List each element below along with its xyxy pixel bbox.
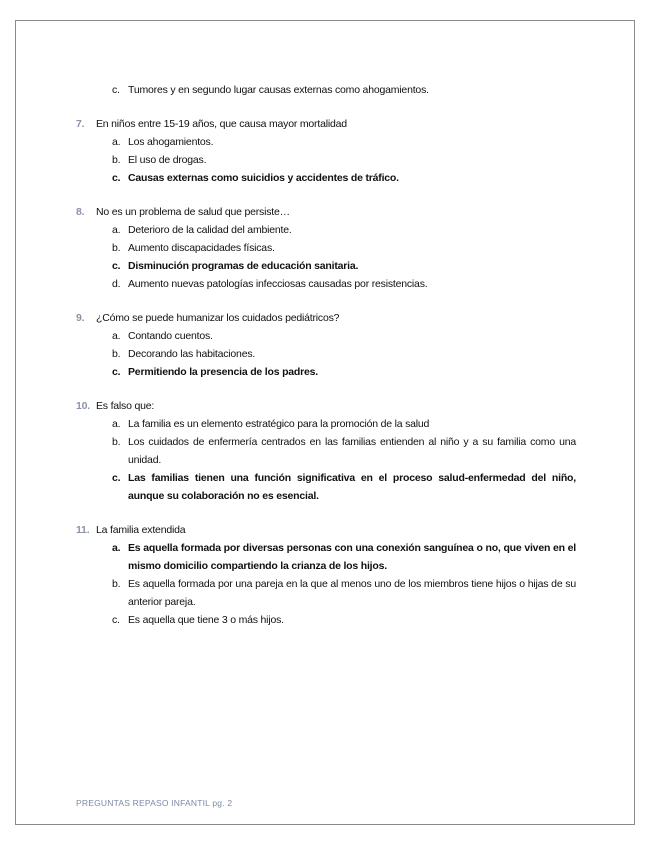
question-7 xyxy=(76,115,576,187)
option-letter: c. xyxy=(112,614,120,626)
option-text: Es aquella formada por diversas personas con una conexión sanguínea o no, que viven en el mismo domicilio compartiendo la crianza de los hijos. xyxy=(128,542,576,572)
question-line xyxy=(76,115,576,133)
option-item-correct xyxy=(76,539,576,575)
question-line xyxy=(76,309,576,327)
page-content xyxy=(76,81,576,645)
option-text: Es aquella formada por una pareja en la que al menos uno de los miembros tiene hijos o hijas de su anterior pareja. xyxy=(128,578,576,608)
question-line xyxy=(76,397,576,415)
question-text: En niños entre 15-19 años, que causa mayor mortalidad xyxy=(96,118,347,130)
question-9 xyxy=(76,309,576,381)
option-text: Los ahogamientos. xyxy=(128,136,214,148)
document-page xyxy=(15,20,635,825)
option-letter: a. xyxy=(112,330,121,342)
option-letter: b. xyxy=(112,578,121,590)
option-letter: a. xyxy=(112,224,121,236)
option-letter: d. xyxy=(112,278,121,290)
option-item-correct xyxy=(76,469,576,505)
question-line xyxy=(76,203,576,221)
option-item xyxy=(76,327,576,345)
option-letter: c. xyxy=(112,260,121,272)
option-item xyxy=(76,221,576,239)
option-item-correct xyxy=(76,257,576,275)
option-item xyxy=(76,611,576,629)
question-text: Es falso que: xyxy=(96,400,155,412)
option-letter: b. xyxy=(112,348,121,360)
option-letter: a. xyxy=(112,418,121,430)
option-item xyxy=(76,575,576,611)
option-text: Permitiendo la presencia de los padres. xyxy=(128,366,319,378)
option-text: Las familias tienen una función significativa en el proceso salud-enfermedad del niño, aunque su colaboración no es esencial. xyxy=(128,472,576,502)
option-item xyxy=(76,133,576,151)
leading-option-block xyxy=(76,81,576,99)
question-number: 11. xyxy=(76,524,90,536)
question-number: 7. xyxy=(76,118,85,130)
option-letter: a. xyxy=(112,136,121,148)
page-footer: PREGUNTAS REPASO INFANTIL pg. 2 xyxy=(76,798,233,808)
option-letter: b. xyxy=(112,436,121,448)
option-item-correct xyxy=(76,169,576,187)
question-number: 8. xyxy=(76,206,85,218)
option-item xyxy=(76,415,576,433)
option-letter: b. xyxy=(112,154,121,166)
question-8 xyxy=(76,203,576,293)
question-text: No es un problema de salud que persiste… xyxy=(96,206,290,218)
option-item xyxy=(76,433,576,469)
option-letter: c. xyxy=(112,366,121,378)
question-number: 9. xyxy=(76,312,85,324)
option-item xyxy=(76,239,576,257)
option-item xyxy=(76,345,576,363)
question-text: La familia extendida xyxy=(96,524,186,536)
question-10 xyxy=(76,397,576,505)
option-text: Aumento nuevas patologías infecciosas causadas por resistencias. xyxy=(128,278,428,290)
question-text: ¿Cómo se puede humanizar los cuidados pediátricos? xyxy=(96,312,340,324)
option-text: Decorando las habitaciones. xyxy=(128,348,256,360)
option-item xyxy=(76,275,576,293)
option-text: Tumores y en segundo lugar causas externas como ahogamientos. xyxy=(128,84,429,96)
option-text: Causas externas como suicidios y accidentes de tráfico. xyxy=(128,172,399,184)
question-line xyxy=(76,521,576,539)
option-text: Los cuidados de enfermería centrados en las familias entienden al niño y a su familia como una unidad. xyxy=(128,436,576,466)
option-item xyxy=(76,81,576,99)
option-letter: c. xyxy=(112,472,121,484)
option-letter: c. xyxy=(112,84,120,96)
option-letter: c. xyxy=(112,172,121,184)
option-text: Disminución programas de educación sanitaria. xyxy=(128,260,359,272)
option-item-correct xyxy=(76,363,576,381)
option-text: La familia es un elemento estratégico para la promoción de la salud xyxy=(128,418,430,430)
option-letter: a. xyxy=(112,542,121,554)
option-item xyxy=(76,151,576,169)
option-text: Deterioro de la calidad del ambiente. xyxy=(128,224,292,236)
option-letter: b. xyxy=(112,242,121,254)
option-text: Aumento discapacidades físicas. xyxy=(128,242,275,254)
option-text: Contando cuentos. xyxy=(128,330,213,342)
question-11 xyxy=(76,521,576,629)
question-number: 10. xyxy=(76,400,90,412)
option-text: El uso de drogas. xyxy=(128,154,207,166)
option-text: Es aquella que tiene 3 o más hijos. xyxy=(128,614,284,626)
